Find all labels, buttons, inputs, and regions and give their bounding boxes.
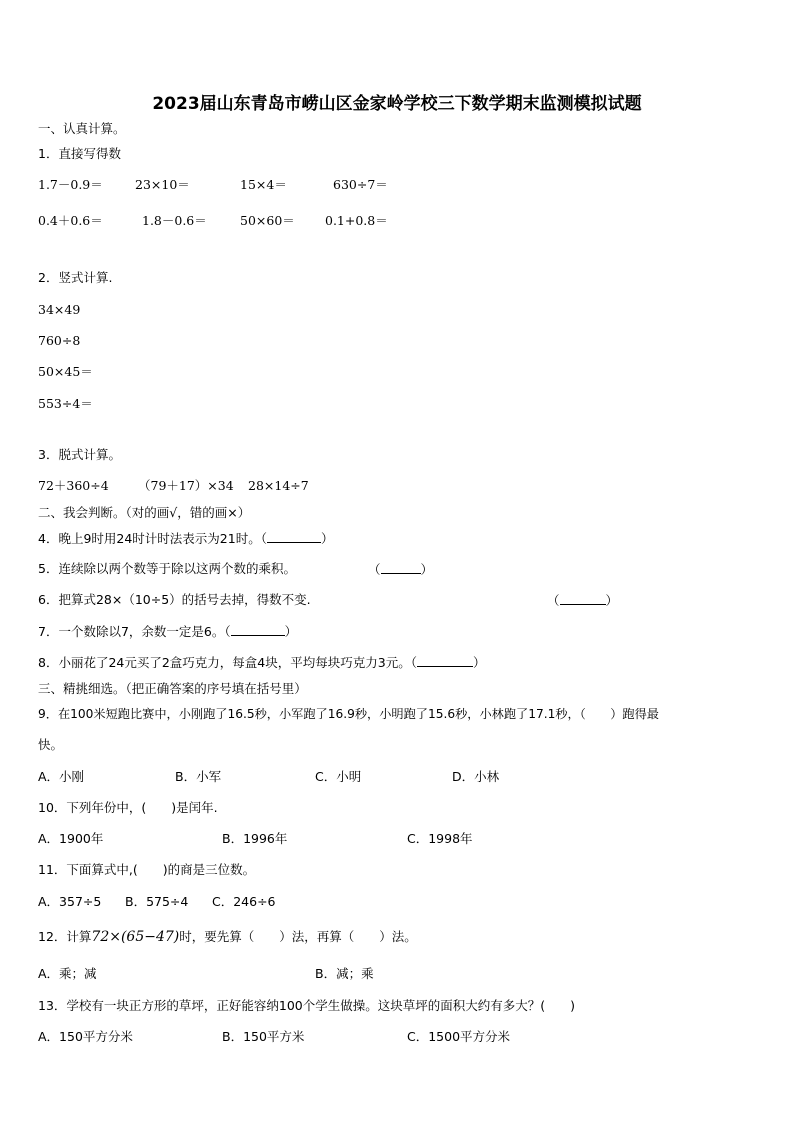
q10-option-a[interactable]: A．1900年 (38, 831, 104, 846)
q2-item: 760÷8 (38, 333, 81, 348)
q1-label: 1．直接写得数 (38, 146, 121, 161)
q12-expression: 72×(65−47) (91, 929, 180, 945)
q3-item: 72＋360÷4 (38, 478, 109, 493)
q5-bracket: （ ） (368, 562, 434, 577)
q6-bracket: （ ） (547, 593, 619, 608)
q4-answer-blank[interactable] (267, 530, 321, 543)
q6-text: 6．把算式28×（10÷5）的括号去掉，得数不变. (38, 592, 311, 607)
q9-option-b[interactable]: B．小军 (175, 769, 222, 784)
q1-item: 1.8－0.6＝ (142, 213, 207, 228)
q6-answer-blank[interactable] (560, 592, 606, 605)
q13-option-c[interactable]: C．1500平方分米 (407, 1029, 511, 1044)
q1-item: 1.7－0.9＝ (38, 177, 103, 192)
q4-text: 4．晚上9时用24时计时法表示为21时。（ (38, 531, 267, 546)
q1-item: 23×10＝ (135, 177, 190, 192)
q12-option-a[interactable]: A．乘；减 (38, 966, 97, 981)
q9-option-c[interactable]: C．小明 (315, 769, 362, 784)
q13-option-b[interactable]: B．150平方米 (222, 1029, 305, 1044)
q1-item: 0.4＋0.6＝ (38, 213, 103, 228)
q7-text: 7．一个数除以7，余数一定是6。（ (38, 624, 231, 639)
q1-item: 0.1+0.8＝ (325, 213, 388, 228)
q8-answer-blank[interactable] (417, 654, 473, 667)
q10-option-b[interactable]: B．1996年 (222, 831, 288, 846)
q11-option-c[interactable]: C．246÷6 (212, 894, 276, 909)
q12-suffix: 时，要先算（ ）法，再算（ ）法。 (179, 929, 417, 944)
q2-label: 2．竖式计算. (38, 270, 113, 285)
section-3-heading: 三、精挑细选。（把正确答案的序号填在括号里） (38, 681, 307, 696)
q12-option-b[interactable]: B．减；乘 (315, 966, 374, 981)
q2-item: 50×45＝ (38, 364, 93, 379)
section-1-heading: 一、认真计算。 (38, 121, 126, 136)
q11-option-b[interactable]: B．575÷4 (125, 894, 189, 909)
q3-label: 3．脱式计算。 (38, 447, 121, 462)
q11-option-a[interactable]: A．357÷5 (38, 894, 102, 909)
q13-text: 13．学校有一块正方形的草坪，正好能容纳100个学生做操。这块草坪的面积大约有多大？( ) (38, 998, 576, 1013)
q4-close: ） (320, 531, 334, 546)
q3-item: （79＋17）×34 (138, 478, 234, 493)
q12 (38, 929, 417, 945)
q4 (38, 530, 333, 547)
q7-answer-blank[interactable] (231, 623, 285, 636)
q9-option-d[interactable]: D．小林 (452, 769, 500, 784)
q8: 8．小丽花了24元买了2盒巧克力，每盒4块，平均每块巧克力3元。（ ） (38, 655, 486, 670)
q8-text: 8．小丽花了24元买了2盒巧克力，每盒4块，平均每块巧克力3元。（ (38, 655, 417, 670)
q1-item: 50×60＝ (240, 213, 295, 228)
q13-option-a[interactable]: A．150平方分米 (38, 1029, 133, 1044)
page-title: 2023届山东青岛市崂山区金家岭学校三下数学期末监测模拟试题 (152, 94, 642, 114)
q2-item: 553÷4＝ (38, 396, 93, 411)
q7: 7．一个数除以7，余数一定是6。（ ） (38, 624, 298, 639)
q9-option-a[interactable]: A．小刚 (38, 769, 85, 784)
section-2-heading: 二、我会判断。（对的画√，错的画×） (38, 505, 251, 520)
q1-item: 630÷7＝ (333, 177, 388, 192)
q9-cont: 快。 (38, 737, 64, 752)
q9-text: 9．在100米短跑比赛中，小刚跑了16.5秒，小军跑了16.9秒，小明跑了15.6秒，小林跑了17.1秒，（ ）跑得最 (38, 707, 659, 721)
q1-item: 15×4＝ (240, 177, 287, 192)
q10-option-c[interactable]: C．1998年 (407, 831, 473, 846)
q2-item: 34×49 (38, 302, 81, 317)
q5-answer-blank[interactable] (381, 561, 421, 574)
q12-prefix: 12．计算 (38, 929, 92, 944)
q5-text: 5．连续除以两个数等于除以这两个数的乘积。 (38, 561, 296, 576)
q3-item: 28×14÷7 (248, 478, 309, 493)
q11-text: 11．下面算式中,( )的商是三位数。 (38, 862, 256, 877)
q10-text: 10．下列年份中，( )是闰年. (38, 800, 218, 815)
